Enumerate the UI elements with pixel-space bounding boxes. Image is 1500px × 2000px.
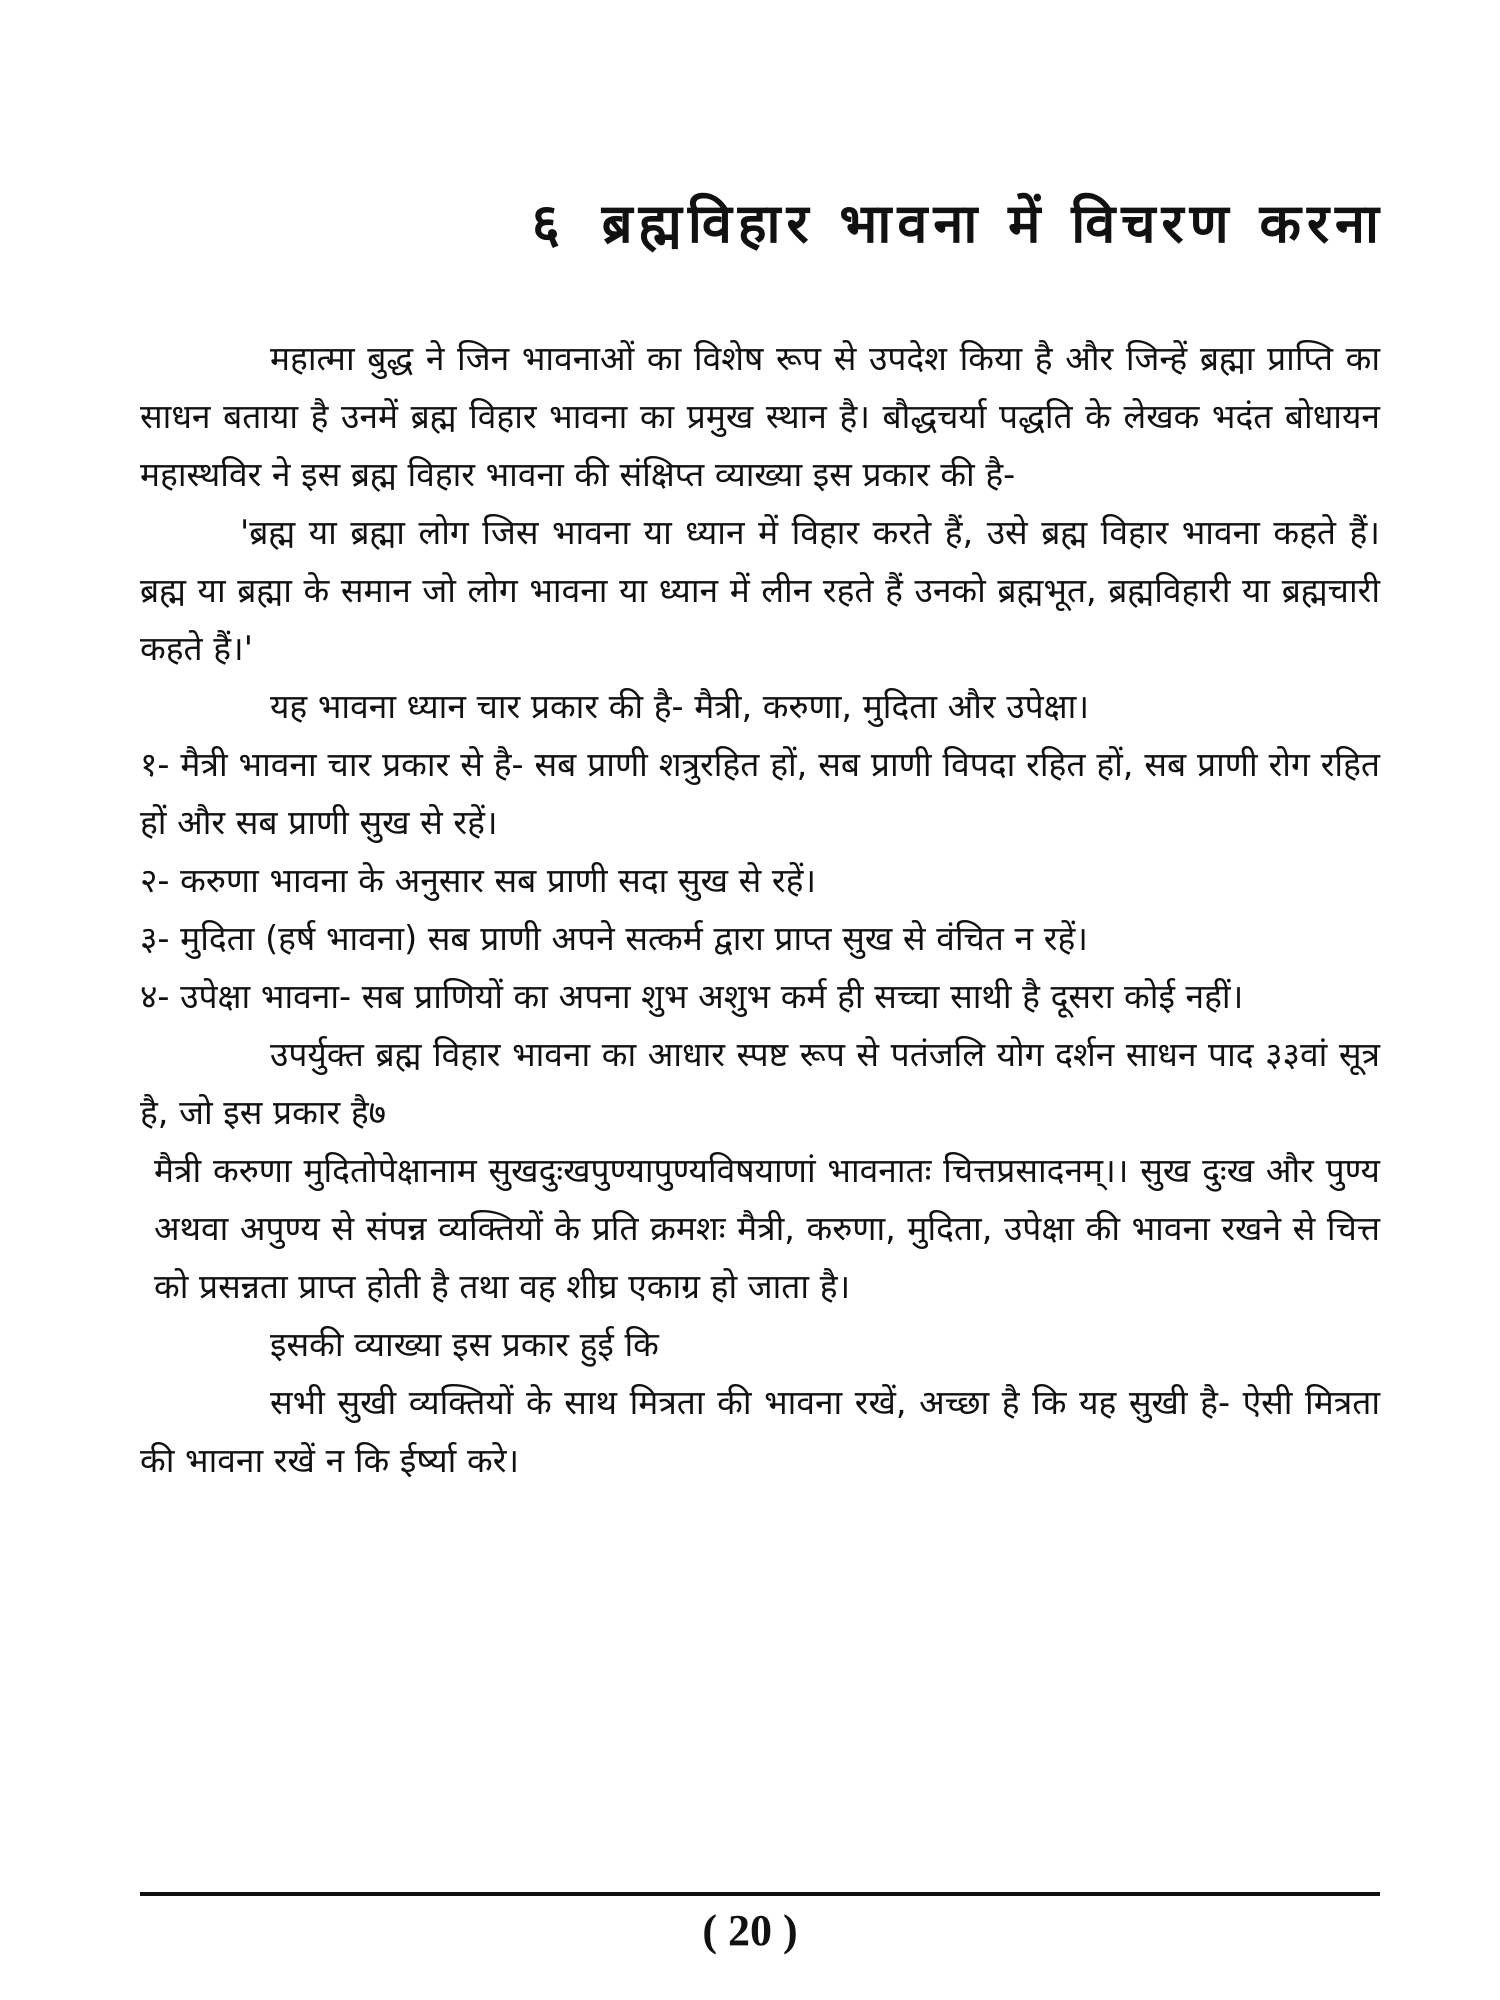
footer-divider (140, 1892, 1380, 1896)
patanjali-paragraph: उपर्युक्त ब्रह्म विहार भावना का आधार स्पष्ट रूप से पतंजलि योग दर्शन साधन पाद ३३वां सूत्र है, जो इस प्रकार है७ (140, 1035, 1380, 1132)
list-item-maitri: १- मैत्री भावना चार प्रकार से है- सब प्राणी शत्रुरहित हों, सब प्राणी विपदा रहित हों, सब प्राणी रोग रहित हों और सब प्राणी सुख से रहें। (140, 745, 1380, 842)
explanation-paragraph: सभी सुखी व्यक्तियों के साथ मित्रता की भावना रखें, अच्छा है कि यह सुखी है- ऐसी मित्रता की भावना रखें न कि ईर्ष्या करे। (140, 1383, 1380, 1480)
chapter-body (140, 330, 1380, 1490)
list-item-mudita: ३- मुदिता (हर्ष भावना) सब प्राणी अपने सत्कर्म द्वारा प्राप्त सुख से वंचित न रहें। (140, 919, 1088, 958)
list-item-upeksha: ४- उपेक्षा भावना- सब प्राणियों का अपना शुभ अशुभ कर्म ही सच्चा साथी है दूसरा कोई नहीं। (140, 977, 1244, 1016)
intro-paragraph: महात्मा बुद्ध ने जिन भावनाओं का विशेष रूप से उपदेश किया है और जिन्हें ब्रह्मा प्राप्ति का साधन बताया है उनमें ब्रह्म विहार भावना का प्रमुख स्थान है। बौद्धचर्या पद्धति के लेखक भदंत बोधायन महास्थविर ने इस ब्रह्म विहार भावना की संक्षिप्त व्याख्या इस प्रकार की है- (140, 339, 1380, 494)
list-item-karuna: २- करुणा भावना के अनुसार सब प्राणी सदा सुख से रहें। (140, 861, 817, 900)
explanation-intro: इसकी व्याख्या इस प्रकार हुई कि (270, 1325, 659, 1364)
quotation-paragraph: 'ब्रह्म या ब्रह्मा लोग जिस भावना या ध्यान में विहार करते हैं, उसे ब्रह्म विहार भावना कहते हैं। ब्रह्म या ब्रह्मा के समान जो लोग भावना या ध्यान में लीन रहते हैं उनको ब्रह्मभूत, ब्रह्मविहारी या ब्रह्मचारी कहते हैं।' (140, 513, 1380, 668)
page-number: ( 20 ) (702, 1906, 798, 1955)
sutra-paragraph: मैत्री करुणा मुदितोपेक्षानाम सुखदुःखपुण्यापुण्यविषयाणां भावनातः चित्तप्रसादनम्।। सुख दुःख और पुण्य अथवा अपुण्य से संपन्न व्यक्तियों के प्रति क्रमशः मैत्री, करुणा, मुदिता, उपेक्षा की भावना रखने से चित्त को प्रसन्नता प्राप्त होती है तथा वह शीघ्र एकाग्र हो जाता है। (154, 1151, 1380, 1306)
chapter-title: ब्रह्मविहार भावना में विचरण करना (601, 192, 1385, 256)
chapter-number: ६ (531, 192, 566, 256)
types-paragraph: यह भावना ध्यान चार प्रकार की है- मैत्री, करुणा, मुदिता और उपेक्षा। (270, 687, 1090, 726)
chapter-heading (532, 184, 1385, 258)
